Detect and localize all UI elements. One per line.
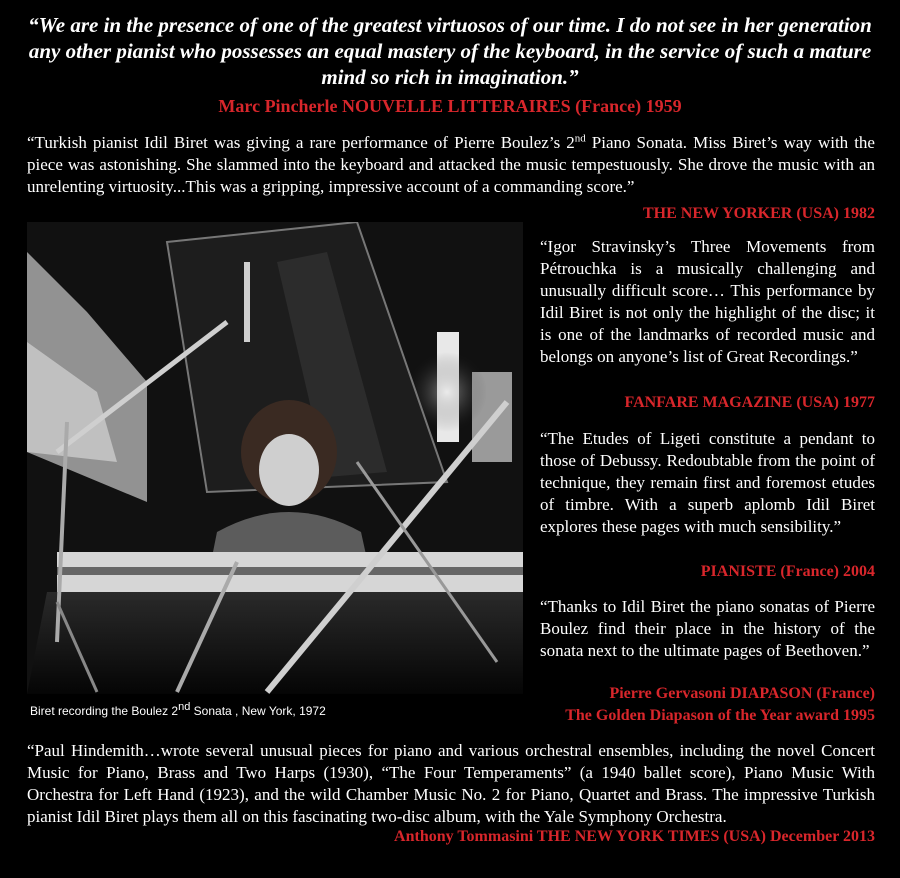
pianiste-quote: “The Etudes of Ligeti constitute a pendant to those of Debussy. Redoubtable from the point of technique, they remain first and foremost etudes of timbre. With a superb aplomb Idil Biret explores these pages with much sensibility.”	[540, 429, 875, 536]
recording-photo	[27, 222, 523, 694]
newyorker-attribution: THE NEW YORKER (USA) 1982	[642, 205, 875, 222]
hero-quote: “We are in the presence of one of the greatest virtuosos of our time. I do not see in her generation any other pianist who possesses an equal mastery of the keyboard, in the service of such a mature mind so rich in imagination.”	[28, 13, 872, 89]
diapason-award: The Golden Diapason of the Year award 1995	[565, 707, 875, 724]
diapason-quote: “Thanks to Idil Biret the piano sonatas of Pierre Boulez find their place in the history of the sonata next to the ultimate pages of Beethoven.”	[540, 597, 875, 660]
nytimes-attribution: Anthony Tommasini THE NEW YORK TIMES (USA) December 2013	[394, 828, 875, 845]
nytimes-quote: “Paul Hindemith…wrote several unusual pieces for piano and various orchestral ensembles, including the novel Concert Music for Piano, Brass and Two Harps (1930), “The Four Temperaments” (a 1940 ballet score), Piano Music With Orchestra for Left Hand (1923), and the wild Chamber Music No. 2 for Piano, Quartet and Brass. The impressive Turkish pianist Idil Biret plays them all on this fascinating two-disc album, with the Yale Symphony Orchestra.	[27, 741, 875, 826]
diapason-attribution: Pierre Gervasoni DIAPASON (France)	[609, 685, 875, 702]
newyorker-quote: “Turkish pianist Idil Biret was giving a rare performance of Pierre Boulez’s 2nd Piano Sonata. Miss Biret’s way with the piece was astonishing. She slammed into the keyboard and attacked the music tempestuously. She drove the music with an unrelenting virtuosity...This was a gripping, impressive account of a commanding score.”	[27, 132, 875, 196]
photo-caption: Biret recording the Boulez 2nd Sonata , New York, 1972	[30, 701, 326, 718]
fanfare-quote: “Igor Stravinsky’s Three Movements from Pétrouchka is a musically challenging and unusually difficult score… This performance by Idil Biret is not only the highlight of the disc; it is one of the landmarks of recorded music and belongs on anyone’s list of Great Recordings.”	[540, 237, 875, 366]
pianiste-attribution: PIANISTE (France) 2004	[700, 563, 875, 580]
hero-attribution: Marc Pincherle NOUVELLE LITTERAIRES (France) 1959	[218, 96, 682, 116]
fanfare-attribution: FANFARE MAGAZINE (USA) 1977	[624, 394, 875, 411]
